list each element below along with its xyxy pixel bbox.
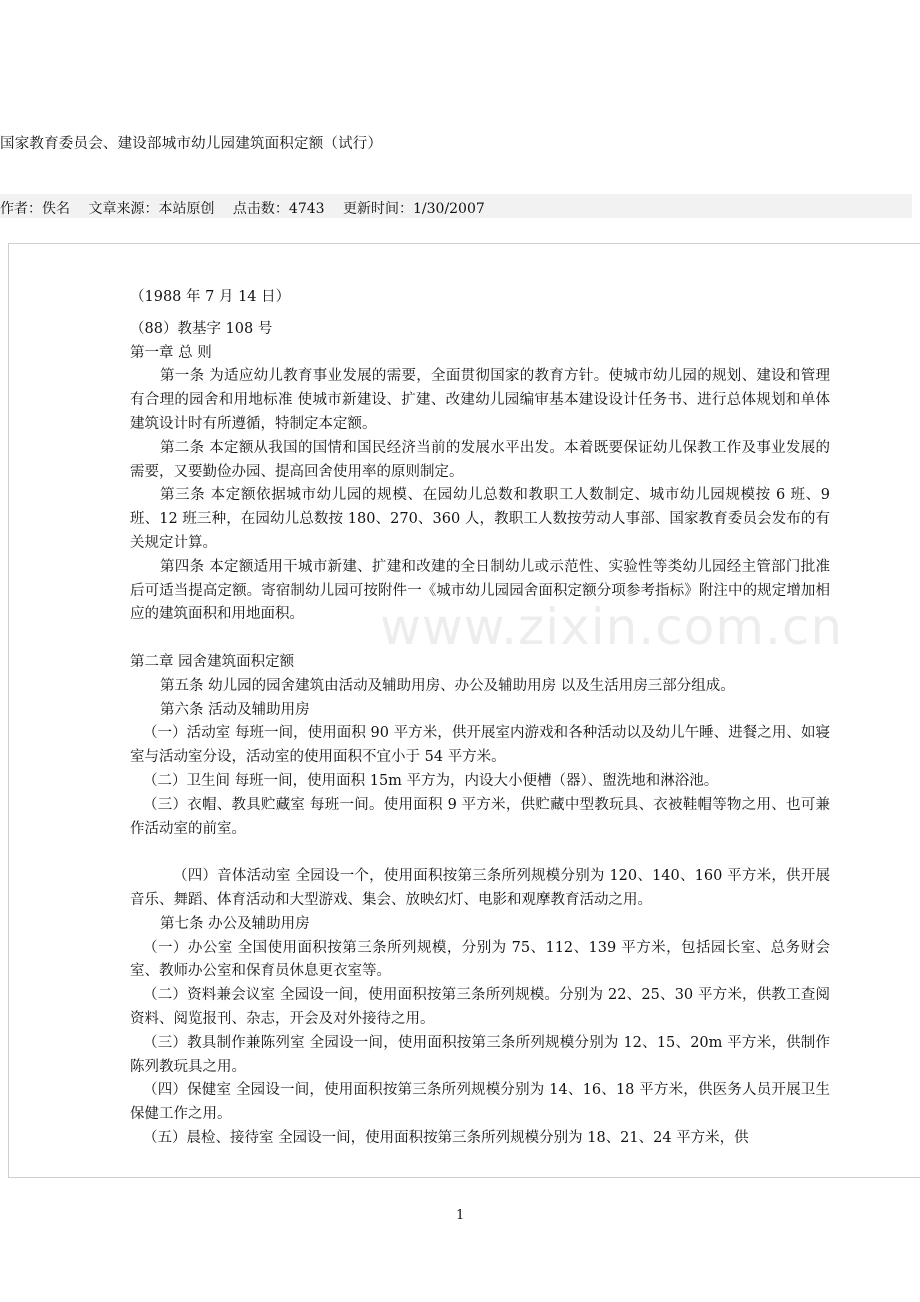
paragraph-doc-number: （88）教基字 108 号 — [130, 320, 273, 337]
article-meta — [0, 198, 499, 218]
article-6-item-4: （四）音体活动室 全园设一个，使用面积按第三条所列规模分别为 120、140、160 平方米，供开展音乐、舞蹈、体育活动和大型游戏、集会、放映幻灯、电影和观摩教育活动之用。 — [130, 868, 830, 908]
article-7-item-2: （二）资料兼会议室 全园设一间，使用面积按第三条所列规模。分别为 22、25、30 平方米，供教工查阅资料、阅览报刊、杂志，开会及对外接待之用。 — [130, 987, 830, 1027]
article-7-item-4: （四）保健室 全园设一间，使用面积按第三条所列规模分别为 14、16、18 平方米，供医务人员开展卫生保健工作之用。 — [130, 1082, 830, 1123]
article-7-item-3: （三）教具制作兼陈列室 全园设一间，使用面积按第三条所列规模分别为 12、15、20m 平方米，供制作陈列教玩具之用。 — [130, 1034, 830, 1075]
article-6-item-3: （三）衣帽、教具贮藏室 每班一间。使用面积 9 平方米，供贮藏中型教玩具、衣被鞋帽等物之用、也可兼作活动室的前室。 — [130, 796, 830, 837]
article-7-item-5: （五）晨检、接待室 全园设一间，使用面积按第三条所列规模分别为 18、21、24 平方米，供 — [143, 1129, 749, 1146]
article-6-item-2: （二）卫生间 每班一间，使用面积 15m 平方为，内设大小便槽（器）、盥洗地和淋浴池。 — [143, 772, 719, 789]
article-2: 第二条 本定额从我国的国情和国民经济当前的发展水平出发。本着既要保证幼儿保教工作及事业发展的需要，又要勤俭办园、提高回舍使用率的原则制定。 — [130, 439, 830, 480]
article-7-item-1: （一）办公室 全国使用面积按第三条所列规模，分别为 75、112、139 平方米，包括园长室、总务财会室、教师办公室和保育员休息更衣室等。 — [130, 939, 830, 980]
article-1: 第一条 为适应幼儿教育事业发展的需要，全面贯彻国家的教育方针。使城市幼儿园的规划、建设和管理有合理的园舍和用地标准 使城市新建设、扩建、改建幼儿园编审基本建设设计任务书、进行总体规划和单体建筑设计时有所遵循，特制定本定额。 — [130, 368, 830, 432]
chapter-heading-2: 第二章 园舍建筑面积定额 — [130, 653, 295, 670]
spacer — [130, 841, 830, 865]
meta-source: 文章来源：本站原创 — [88, 201, 215, 217]
page-number: 1 — [456, 1208, 465, 1223]
document-title: 国家教育委员会、建设部城市幼儿园建筑面积定额（试行） — [0, 136, 383, 152]
article-6: 第六条 活动及辅助用房 — [160, 701, 310, 718]
article-body — [130, 286, 830, 1151]
paragraph-date: （1988 年 7 月 14 日） — [130, 289, 291, 305]
watermark-logo: www.zixin.com.cn — [380, 598, 844, 656]
article-6-item-1: （一）活动室 每班一间，使用面积 90 平方米，供开展室内游戏和各种活动以及幼儿午睡、进餐之用、如寝室与活动室分设，活动室的使用面积不宜小于 54 平方米。 — [130, 725, 830, 766]
article-7: 第七条 办公及辅助用房 — [160, 915, 310, 932]
meta-clicks: 点击数：4743 — [232, 201, 325, 217]
meta-updated: 更新时间：1/30/2007 — [343, 201, 485, 217]
chapter-heading-1: 第一章 总 则 — [130, 344, 212, 361]
meta-author: 作者：佚名 — [0, 201, 70, 217]
article-4: 第四条 本定额适用干城市新建、扩建和改建的全日制幼儿或示范性、实验性等类幼儿园经主管部门批准后可适当提高定额。寄宿制幼儿园可按附件一《城市幼儿园园舍面积定额分项参考指标》附注中的规定增加相应的建筑面积和用地面积。 — [130, 558, 830, 623]
article-3: 第三条 本定额依据城市幼儿园的规模、在园幼儿总数和教职工人数制定、城市幼儿园规模按 6 班、9 班、12 班三种，在园幼儿总数按 180、270、360 人，教职工人数按劳动人事部、国家教育委员会发布的有关规定计算。 — [130, 487, 830, 551]
article-5: 第五条 幼儿园的园舍建筑由活动及辅助用房、办公及辅助用房 以及生活用房三部分组成。 — [160, 677, 735, 694]
